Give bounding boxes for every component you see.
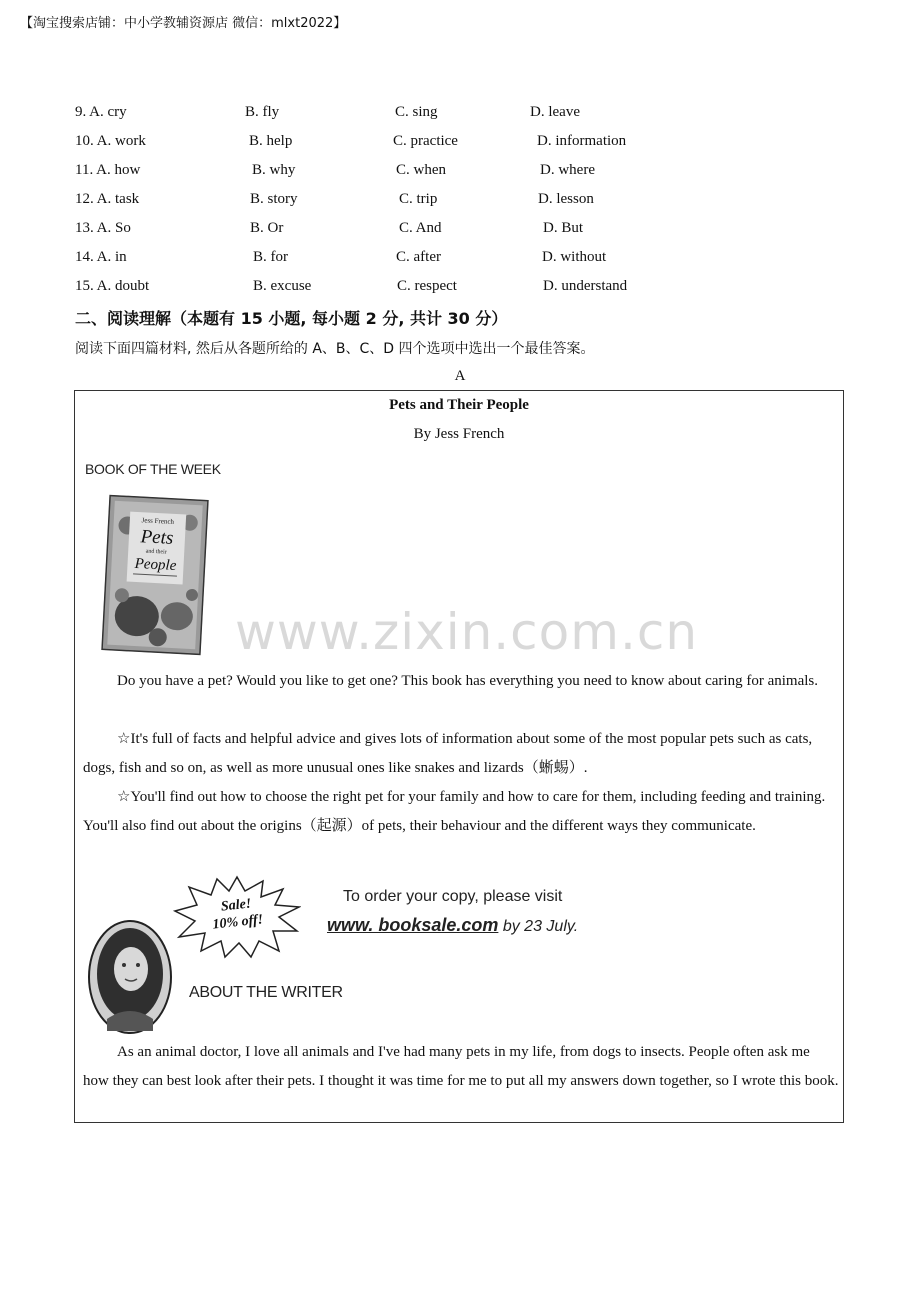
paragraph-writer: As an animal doctor, I love all animals and I've had many pets in my life, from dogs to insects. People often ask me how they can best look after their pets. I thought it was time for me to put all my answers down together, so I wrote this book. (83, 1044, 839, 1089)
choice-d: D. information (537, 133, 627, 149)
choice-c: C. sing (395, 104, 438, 120)
choice-a: 12. A. task (75, 191, 140, 207)
choice-d: D. But (543, 220, 584, 236)
order-line (327, 915, 578, 936)
choice-c: C. practice (393, 133, 458, 149)
choice-row-15 (75, 278, 715, 307)
choice-row-12 (75, 191, 715, 220)
choice-c: C. respect (397, 278, 457, 294)
passage-title: Pets and Their People (389, 397, 529, 413)
section-instruction: 阅读下面四篇材料, 然后从各题所给的 A、B、C、D 四个选项中选出一个最佳答案。 (75, 341, 595, 357)
passage-box (74, 390, 844, 1123)
paragraph-facts: ☆It's full of facts and helpful advice and gives lots of information about some of the most popular pets such as cats, dogs, fish and so on, as well as more unusual ones like snakes and lizards（蜥蜴）. (83, 731, 813, 776)
choice-b: B. for (253, 249, 288, 265)
choice-b: B. story (250, 191, 298, 207)
sale-label: Sale! (220, 896, 252, 915)
choice-b: B. excuse (253, 278, 312, 294)
choice-a: 15. A. doubt (75, 278, 150, 294)
svg-text:People: People (134, 555, 177, 575)
paragraph-care: ☆You'll find out how to choose the right pet for your family and how to care for them, including feeding and training. You'll also find out about the origins（起源）of pets, their behaviour and the different ways they communicate. (83, 789, 826, 834)
choice-b: B. help (249, 133, 293, 149)
choice-a: 14. A. in (75, 249, 127, 265)
choice-c: C. after (396, 249, 441, 265)
choice-b: B. Or (250, 220, 284, 236)
choice-a: 13. A. So (75, 220, 131, 236)
choice-a: 10. A. work (75, 133, 146, 149)
choice-d: D. leave (530, 104, 580, 120)
about-writer-heading: ABOUT THE WRITER (189, 984, 343, 1001)
choice-d: D. where (540, 162, 595, 178)
choice-b: B. why (252, 162, 296, 178)
choice-d: D. understand (543, 278, 628, 294)
choice-d: D. without (542, 249, 607, 265)
header-note: 【淘宝搜索店铺：中小学教辅资源店 微信：mlxt2022】 (20, 16, 347, 31)
passage-author: By Jess French (413, 426, 505, 442)
book-cover-image (101, 494, 209, 655)
sale-discount: 10% off! (211, 912, 264, 933)
choice-list (75, 104, 715, 307)
order-date: by 23 July. (498, 918, 579, 935)
choice-a: 11. A. how (75, 162, 141, 178)
order-url: www. booksale.com (327, 915, 499, 935)
choice-c: C. when (396, 162, 446, 178)
choice-row-10 (75, 133, 715, 162)
passage-letter: A (454, 368, 466, 384)
choice-b: B. fly (245, 104, 280, 120)
svg-text:and their: and their (145, 548, 167, 556)
choice-row-9 (75, 104, 715, 133)
book-of-the-week-label: BOOK OF THE WEEK (85, 461, 221, 477)
paragraph-intro: Do you have a pet? Would you like to get one? This book has everything you need to know about caring for animals. (117, 673, 818, 689)
choice-c: C. And (399, 220, 442, 236)
choice-d: D. lesson (538, 191, 594, 207)
choice-row-11 (75, 162, 715, 191)
writer-photo (87, 919, 173, 1035)
choice-a: 9. A. cry (75, 104, 127, 120)
svg-text:Pets: Pets (140, 526, 174, 549)
choice-c: C. trip (399, 191, 438, 207)
choice-row-14 (75, 249, 715, 278)
section-title: 二、阅读理解（本题有 15 小题, 每小题 2 分, 共计 30 分） (75, 309, 508, 328)
choice-row-13 (75, 220, 715, 249)
watermark: www.zixin.com.cn (235, 603, 699, 661)
order-instruction: To order your copy, please visit (343, 888, 563, 905)
svg-text:Jess French: Jess French (141, 516, 175, 526)
